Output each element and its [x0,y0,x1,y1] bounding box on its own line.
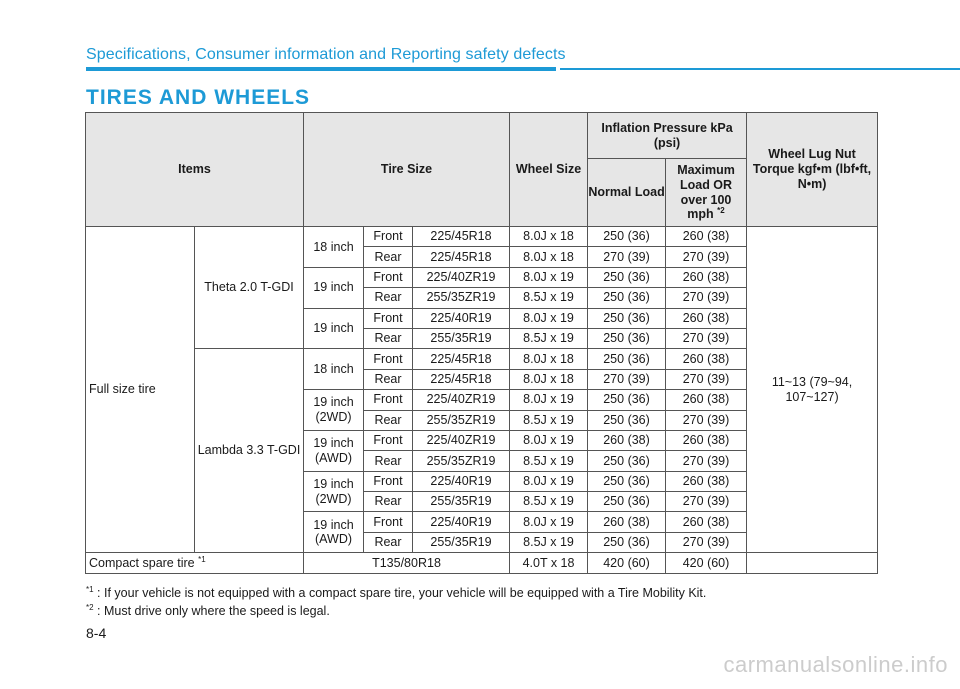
wheel-diameter: 19 inch (2WD) [304,390,364,431]
spare-lug-torque-empty [747,553,878,573]
wheel-size-cell: 8.0J x 18 [510,349,588,369]
spare-tire-label: Compact spare tire [89,555,195,570]
footnote-mark-1: *1 [198,554,206,564]
page-number: 8-4 [86,625,107,641]
wheel-size-cell: 8.5J x 19 [510,410,588,430]
tire-size-cell: 255/35R19 [413,492,510,512]
full-size-tire-label: Full size tire [86,227,195,553]
wheel-diameter: 19 inch (2WD) [304,471,364,512]
tire-size-cell: 225/40ZR19 [413,390,510,410]
normal-load-cell: 270 (39) [588,247,666,267]
table-body [86,227,878,574]
axle-position: Rear [364,288,413,308]
lug-torque-value: 11~13 (79~94, 107~127) [747,227,878,553]
spare-max-load: 420 (60) [666,553,747,573]
spare-wheel-size: 4.0T x 18 [510,553,588,573]
wheel-size-cell: 8.0J x 19 [510,267,588,287]
axle-position: Rear [364,369,413,389]
normal-load-cell: 250 (36) [588,288,666,308]
axle-position: Front [364,430,413,450]
engine-name: Lambda 3.3 T-GDI [195,349,304,553]
max-load-cell: 260 (38) [666,308,747,328]
footnote-2-mark: *2 [86,602,94,612]
wheel-size-cell: 8.0J x 18 [510,227,588,247]
wheel-size-cell: 8.0J x 19 [510,512,588,532]
header-normal-load: Normal Load [588,159,666,227]
max-load-cell: 260 (38) [666,227,747,247]
header-rule-thin [560,68,960,70]
tire-size-cell: 225/40R19 [413,471,510,491]
normal-load-cell: 250 (36) [588,308,666,328]
footnote-2-text: : Must drive only where the speed is legal. [97,604,330,618]
max-load-cell: 260 (38) [666,390,747,410]
normal-load-cell: 250 (36) [588,410,666,430]
tire-size-cell: 225/45R18 [413,247,510,267]
footnote-1-mark: *1 [86,584,94,594]
tire-size-cell: 255/35ZR19 [413,451,510,471]
normal-load-cell: 250 (36) [588,328,666,348]
wheel-diameter: 18 inch [304,227,364,268]
footnote-2 [86,602,706,620]
wheel-size-cell: 8.5J x 19 [510,492,588,512]
header-lug-nut-torque: Wheel Lug Nut Torque kgf•m (lbf•ft, N•m) [747,113,878,227]
max-load-cell: 260 (38) [666,267,747,287]
wheel-size-cell: 8.0J x 19 [510,471,588,491]
section-title: TIRES AND WHEELS [86,86,311,109]
tire-size-cell: 255/35ZR19 [413,410,510,430]
header-max-load-label: Maximum Load OR over 100 mph [677,163,735,222]
normal-load-cell: 250 (36) [588,471,666,491]
tire-size-cell: 225/40ZR19 [413,267,510,287]
header-wheel-size: Wheel Size [510,113,588,227]
normal-load-cell: 270 (39) [588,369,666,389]
normal-load-cell: 260 (38) [588,512,666,532]
axle-position: Front [364,471,413,491]
axle-position: Rear [364,492,413,512]
axle-position: Front [364,390,413,410]
max-load-cell: 270 (39) [666,369,747,389]
wheel-size-cell: 8.5J x 19 [510,451,588,471]
tire-size-cell: 255/35ZR19 [413,288,510,308]
axle-position: Front [364,227,413,247]
tire-size-cell: 225/45R18 [413,369,510,389]
wheel-size-cell: 8.5J x 19 [510,532,588,552]
footnote-1-text: : If your vehicle is not equipped with a compact spare tire, your vehicle will be equipped with a Tire Mobility Kit. [97,586,707,600]
tire-spec-table [85,112,878,574]
max-load-cell: 270 (39) [666,328,747,348]
header-rule-thick [86,67,556,71]
normal-load-cell: 250 (36) [588,349,666,369]
spare-tire-label-cell [86,553,304,573]
normal-load-cell: 250 (36) [588,451,666,471]
tire-size-cell: 225/45R18 [413,227,510,247]
header-inflation-pressure: Inflation Pressure kPa (psi) [588,113,747,159]
wheel-size-cell: 8.0J x 19 [510,308,588,328]
tire-size-cell: 255/35R19 [413,328,510,348]
footnote-mark-2: *2 [717,206,725,216]
tire-size-cell: 255/35R19 [413,532,510,552]
normal-load-cell: 250 (36) [588,532,666,552]
table-header [86,113,878,227]
watermark: carmanualsonline.info [723,652,948,677]
wheel-diameter: 18 inch [304,349,364,390]
normal-load-cell: 250 (36) [588,390,666,410]
tire-size-cell: 225/45R18 [413,349,510,369]
max-load-cell: 260 (38) [666,349,747,369]
max-load-cell: 270 (39) [666,532,747,552]
header-title: Specifications, Consumer information and Reporting safety defects [86,46,566,63]
footnotes [86,584,706,620]
normal-load-cell: 250 (36) [588,492,666,512]
table-row [86,227,878,247]
max-load-cell: 260 (38) [666,512,747,532]
wheel-size-cell: 8.0J x 19 [510,390,588,410]
axle-position: Rear [364,451,413,471]
max-load-cell: 270 (39) [666,247,747,267]
tire-size-cell: 225/40R19 [413,308,510,328]
axle-position: Front [364,267,413,287]
spare-tire-size: T135/80R18 [304,553,510,573]
wheel-size-cell: 8.0J x 18 [510,247,588,267]
max-load-cell: 270 (39) [666,410,747,430]
max-load-cell: 270 (39) [666,288,747,308]
axle-position: Rear [364,328,413,348]
engine-name: Theta 2.0 T-GDI [195,227,304,349]
wheel-diameter: 19 inch (AWD) [304,430,364,471]
wheel-size-cell: 8.0J x 18 [510,369,588,389]
spare-tire-row [86,553,878,573]
wheel-diameter: 19 inch (AWD) [304,512,364,553]
axle-position: Rear [364,247,413,267]
header-items: Items [86,113,304,227]
wheel-diameter: 19 inch [304,308,364,349]
max-load-cell: 260 (38) [666,430,747,450]
normal-load-cell: 260 (38) [588,430,666,450]
header-rule [86,67,960,71]
axle-position: Front [364,512,413,532]
wheel-diameter: 19 inch [304,267,364,308]
spare-normal-load: 420 (60) [588,553,666,573]
header-max-load [666,159,747,227]
axle-position: Front [364,308,413,328]
max-load-cell: 270 (39) [666,451,747,471]
axle-position: Rear [364,532,413,552]
max-load-cell: 260 (38) [666,471,747,491]
tire-size-cell: 225/40ZR19 [413,430,510,450]
wheel-size-cell: 8.0J x 19 [510,430,588,450]
max-load-cell: 270 (39) [666,492,747,512]
tire-size-cell: 225/40R19 [413,512,510,532]
footnote-1 [86,584,706,602]
axle-position: Front [364,349,413,369]
header-tire-size: Tire Size [304,113,510,227]
normal-load-cell: 250 (36) [588,267,666,287]
wheel-size-cell: 8.5J x 19 [510,288,588,308]
wheel-size-cell: 8.5J x 19 [510,328,588,348]
normal-load-cell: 250 (36) [588,227,666,247]
axle-position: Rear [364,410,413,430]
